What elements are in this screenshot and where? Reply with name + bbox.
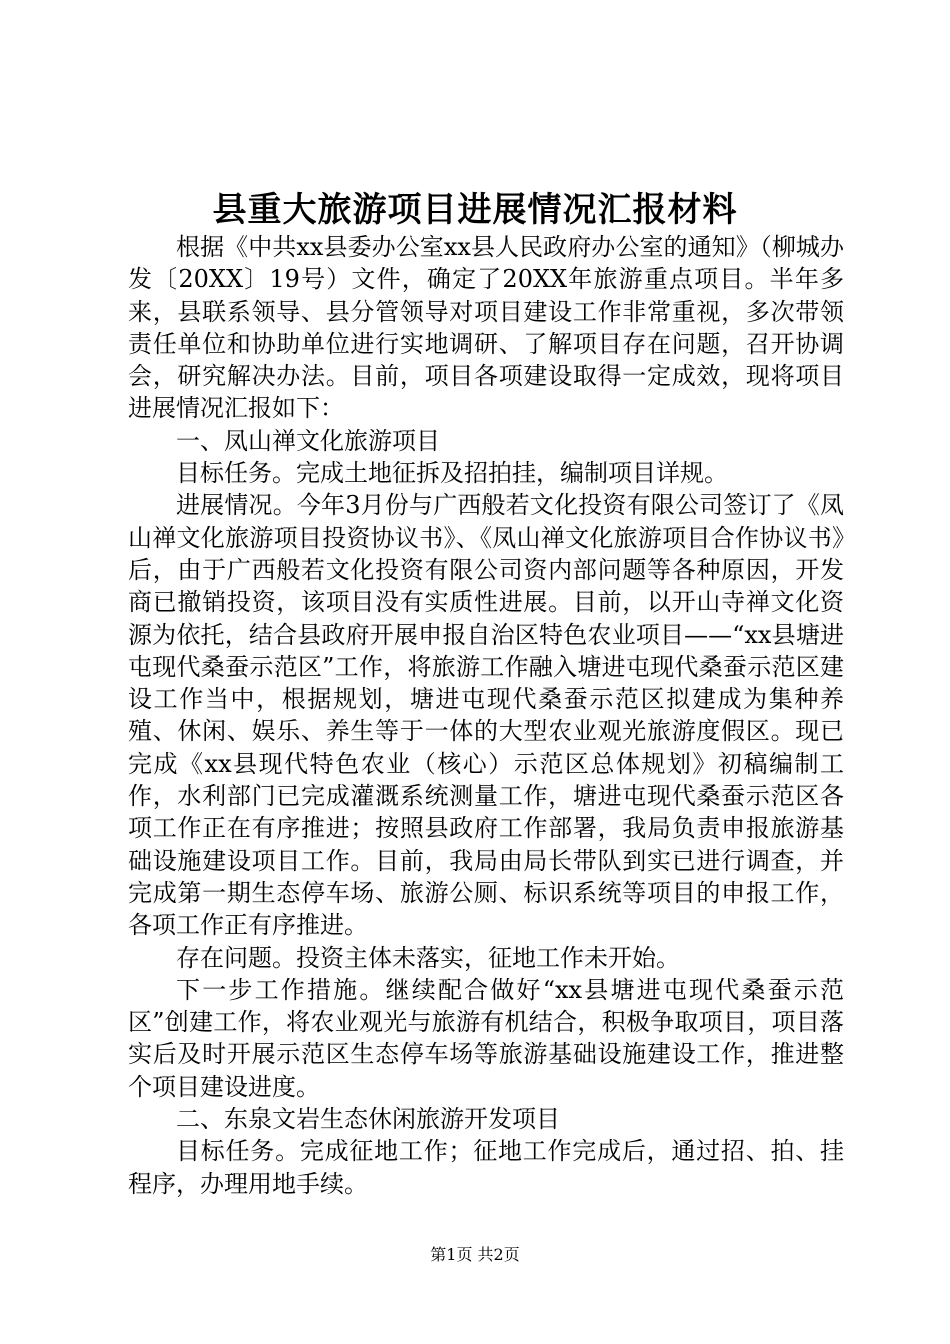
section-heading-2: 二、东泉文岩生态休闲旅游开发项目	[176, 1105, 560, 1134]
paragraph-progress-1: 进展情况。今年3月份与广西般若文化投资有限公司签订了《凤山禅文化旅游项目投资协议书》、《凤山禅文化旅游项目合作协议书》后，由于广西般若文化投资有限公司资内部问题等各种原因，开发商已撤销投资，该项目没有实质性进展。目前，以开山寺禅文化资源为依托，结合县政府开展申报自治区特色农业项目——“xx县塘进屯现代桑蚕示范区”工作，将旅游工作融入塘进屯现代桑蚕示范区建设工作当中，根据规划，塘进屯现代桑蚕示范区拟建成为集种养殖、休闲、娱乐、养生等于一体的大型农业观光旅游度假区。现已完成《xx县现代特色农业（核心）示范区总体规划》初稿编制工作，水利部门已完成灌溉系统测量工作，塘进屯现代桑蚕示范区各项工作正在有序推进；按照县政府工作部署，我局负责申报旅游基础设施建设项目工作。目前，我局由局长带队到实已进行调查，并完成第一期生态停车场、旅游公厕、标识系统等项目的申报工作，各项工作正有序推进。	[128, 491, 844, 940]
paragraph-intro: 根据《中共xx县委办公室xx县人民政府办公室的通知》（柳城办发〔20XX〕19号）文件，确定了20XX年旅游重点项目。半年多来，县联系领导、县分管领导对项目建设工作非常重视，多次带领责任单位和协助单位进行实地调研、了解项目存在问题，召开协调会，研究解决办法。目前，项目各项建设取得一定成效，现将项目进展情况汇报如下：	[128, 233, 844, 423]
paragraph-issues-1: 存在问题。投资主体未落实，征地工作未开始。	[176, 943, 680, 972]
document-body	[128, 231, 844, 1200]
paragraph-goal-1: 目标任务。完成土地征拆及招拍挂，编制项目详规。	[176, 459, 728, 488]
page-footer: 第1页 共2页	[430, 1245, 520, 1264]
section-heading-1: 一、凤山禅文化旅游项目	[176, 426, 440, 455]
paragraph-goal-2: 目标任务。完成征地工作；征地工作完成后，通过招、拍、挂程序，办理用地手续。	[128, 1137, 844, 1198]
document-title: 县重大旅游项目进展情况汇报材料	[212, 190, 738, 230]
paragraph-next-steps-1: 下一步工作措施。继续配合做好“xx县塘进屯现代桑蚕示范区”创建工作，将农业观光与旅游有机结合，积极争取项目，项目落实后及时开展示范区生态停车场等旅游基础设施建设工作，推进整个项目建设进度。	[128, 975, 844, 1101]
